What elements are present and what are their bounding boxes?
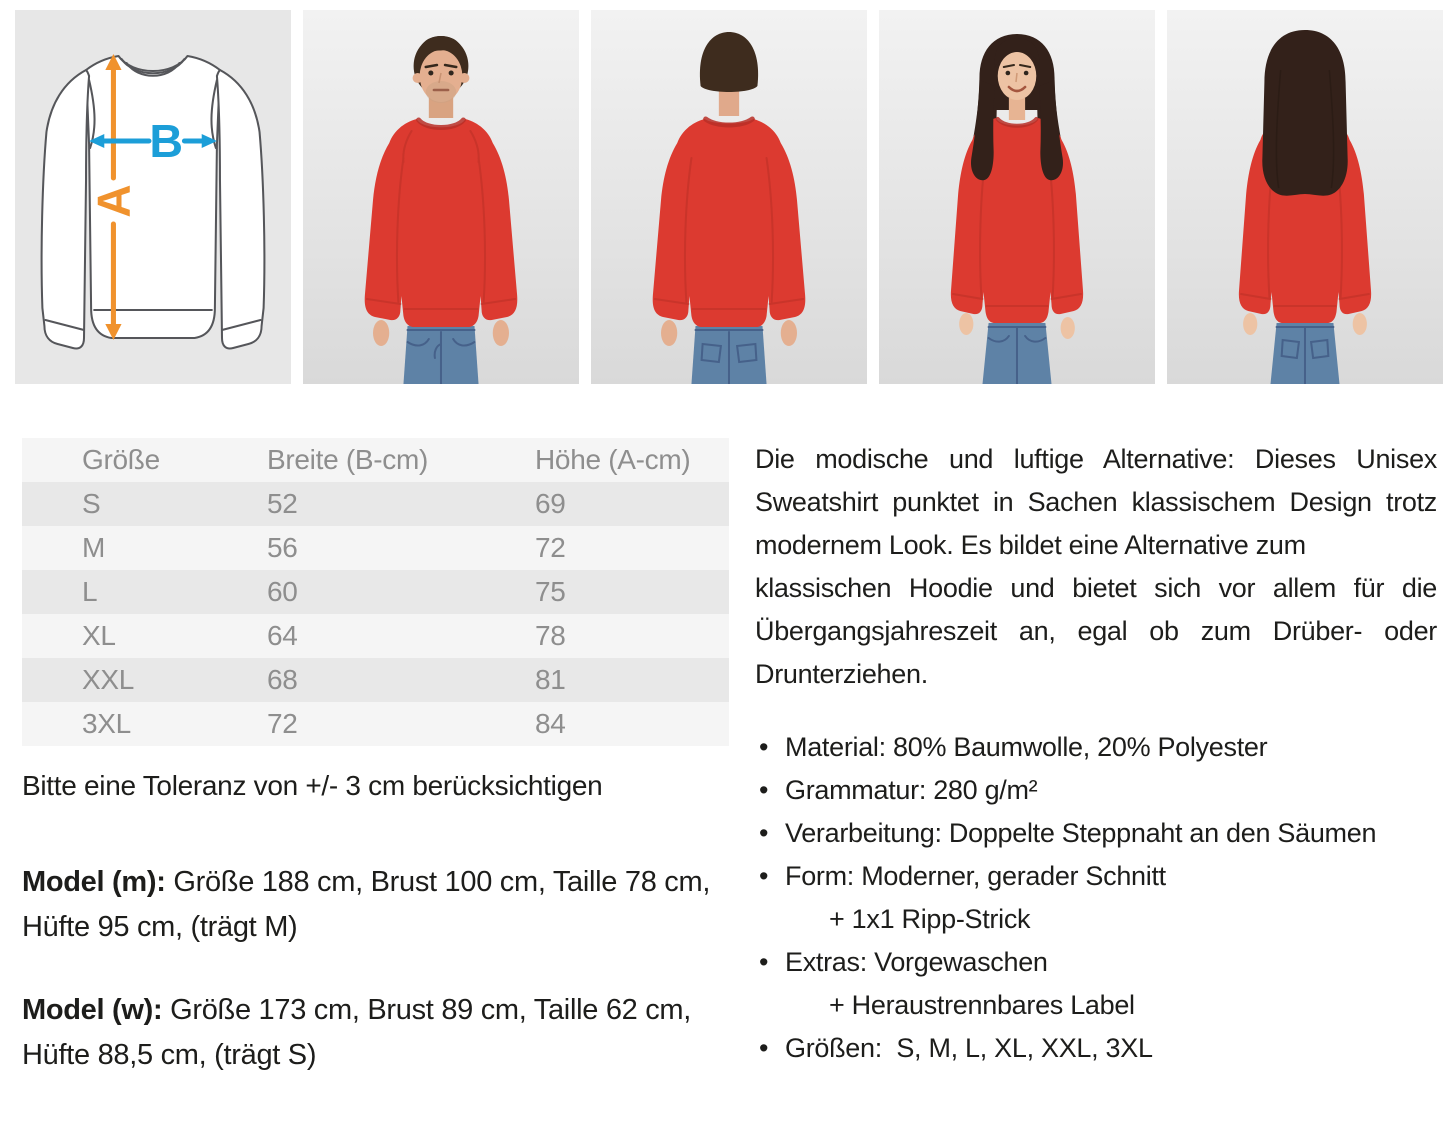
size-table-header-cell: Größe [82, 444, 160, 475]
size-table-row [22, 482, 729, 526]
size-table-header-cell: Höhe (A-cm) [535, 444, 691, 475]
model-measurements [22, 860, 734, 1078]
description-paragraph: klassischen Hoodie und bietet sich vor allem für die Übergangsjahreszeit an, egal ob zum Drüber- oder Drunterziehen. [755, 573, 1437, 689]
size-cell: XL [82, 620, 116, 651]
feature-subtext: + Heraustrennbares Label [829, 990, 1135, 1020]
feature-item [755, 1027, 1437, 1070]
feature-text: Material: 80% Baumwolle, 20% Polyester [785, 732, 1268, 762]
feature-item [755, 726, 1437, 769]
feature-item [755, 855, 1437, 941]
height-cell: 75 [535, 576, 566, 607]
height-cell: 78 [535, 620, 566, 651]
size-diagram-image [15, 10, 291, 384]
width-cell: 56 [267, 532, 298, 563]
width-cell: 72 [267, 708, 298, 739]
feature-text: Form: Moderner, gerader Schnitt [785, 861, 1166, 891]
tolerance-note: Bitte eine Toleranz von +/- 3 cm berücksichtigen [22, 770, 603, 801]
woman-back-figure [1167, 10, 1443, 384]
height-cell: 84 [535, 708, 566, 739]
sweatshirt-back [653, 119, 806, 327]
woman-front-figure [879, 10, 1155, 384]
model-label: Model (w): [22, 994, 163, 1026]
size-table-header-row [22, 438, 729, 482]
width-cell: 68 [267, 664, 298, 695]
sweatshirt-outline-icon [42, 56, 265, 349]
photo-man-front [303, 10, 579, 384]
size-table-header-cell: Breite (B-cm) [267, 444, 428, 475]
model-measurement [22, 988, 722, 1078]
feature-text: Grammatur: 280 g/m² [785, 775, 1038, 805]
product-description [755, 438, 1437, 696]
feature-item [755, 941, 1437, 1027]
man-front-figure [303, 10, 579, 384]
size-cell: M [82, 532, 106, 563]
size-cell: XXL [82, 664, 135, 695]
details-section [0, 384, 1445, 1107]
size-table-row [22, 570, 729, 614]
size-table-row [22, 526, 729, 570]
feature-list [755, 726, 1437, 1070]
height-cell: 81 [535, 664, 566, 695]
width-cell: 52 [267, 488, 298, 519]
model-measurement [22, 860, 722, 950]
image-gallery [0, 0, 1445, 384]
feature-text: Größen: S, M, L, XL, XXL, 3XL [785, 1033, 1153, 1063]
size-cell: S [82, 488, 101, 519]
size-cell: L [82, 576, 98, 607]
feature-text: Extras: Vorgewaschen [785, 947, 1048, 977]
size-info-column [22, 438, 734, 1107]
size-diagram-svg [15, 10, 291, 384]
feature-subtext: + 1x1 Ripp-Strick [829, 904, 1031, 934]
width-cell: 60 [267, 576, 298, 607]
sweatshirt-front-w [951, 118, 1083, 323]
size-table-row [22, 658, 729, 702]
photo-man-back [591, 10, 867, 384]
size-table [22, 438, 729, 746]
model-text: Größe 188 cm, Brust 100 cm, Taille 78 cm, Hüfte 95 cm, (trägt M) [22, 866, 711, 943]
size-table-row [22, 614, 729, 658]
model-text: Größe 173 cm, Brust 89 cm, Taille 62 cm, Hüfte 88,5 cm, (trägt S) [22, 994, 692, 1071]
description-column [755, 438, 1437, 1070]
description-paragraph: Die modische und luftige Alternative: Dieses Unisex Sweatshirt punktet in Sachen klassischem Design trotz modernem Look. Es bildet eine Alternative zum [755, 444, 1437, 560]
feature-item [755, 812, 1437, 855]
height-label-a: A [87, 184, 140, 218]
width-cell: 64 [267, 620, 298, 651]
size-table-row [22, 702, 729, 746]
sweatshirt-front [365, 119, 518, 327]
photo-woman-back [1167, 10, 1443, 384]
feature-text: Verarbeitung: Doppelte Steppnaht an den Säumen [785, 818, 1377, 848]
photo-woman-front [879, 10, 1155, 384]
height-cell: 69 [535, 488, 566, 519]
size-cell: 3XL [82, 708, 131, 739]
feature-item [755, 769, 1437, 812]
model-label: Model (m): [22, 866, 166, 898]
height-cell: 72 [535, 532, 566, 563]
man-back-figure [591, 10, 867, 384]
width-label-b: B [149, 115, 184, 167]
